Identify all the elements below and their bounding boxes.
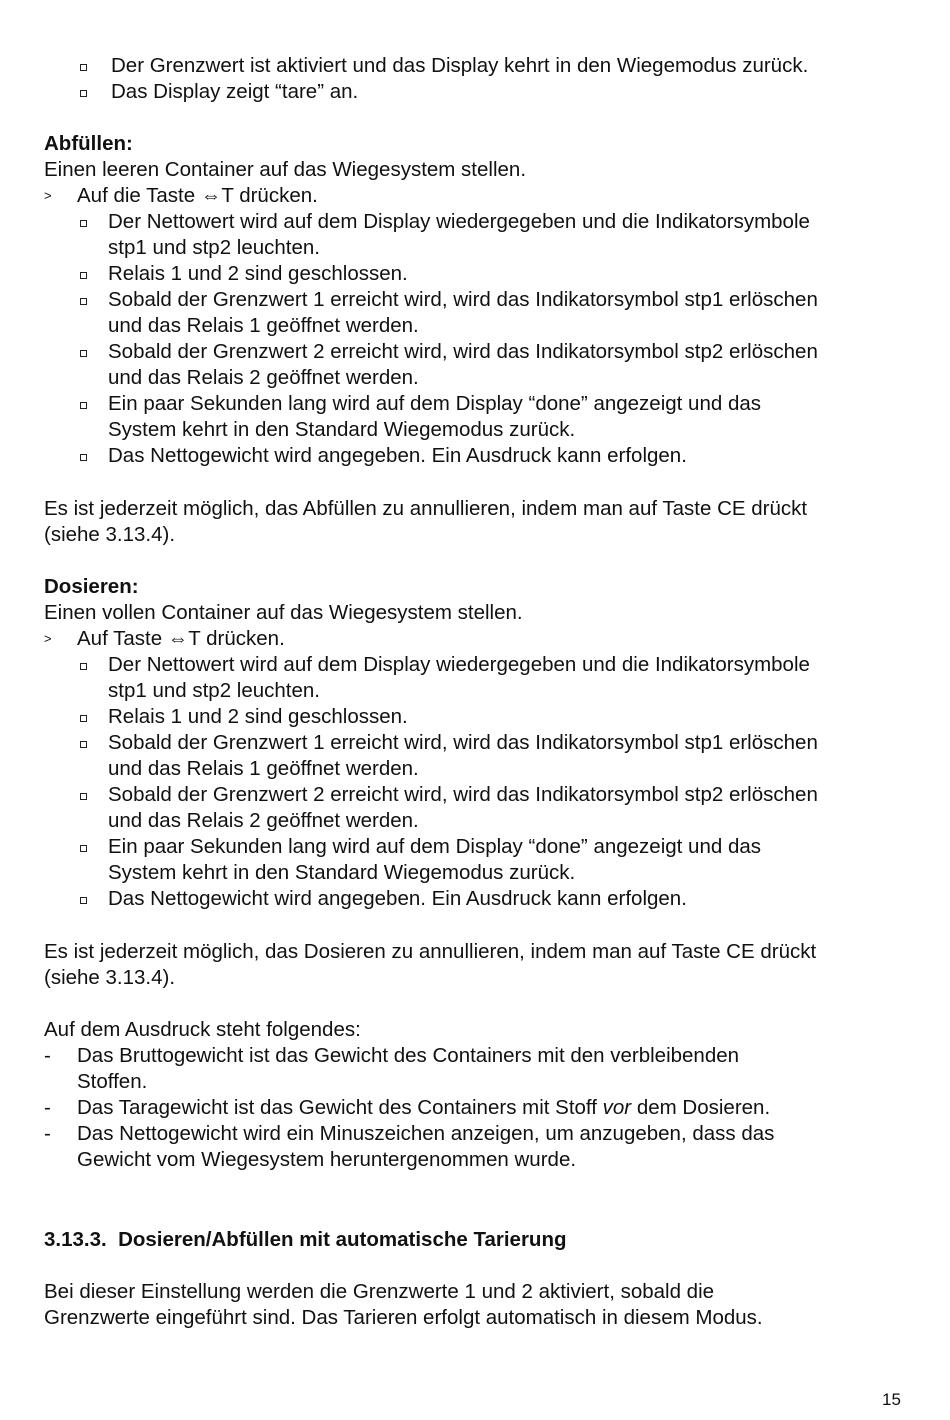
- paragraph: Einen vollen Container auf das Wiegesystem stellen.: [44, 601, 523, 624]
- square-bullet-icon: [80, 298, 87, 305]
- square-bullet-icon: [80, 454, 87, 461]
- section-heading-3-13-3: 3.13.3. Dosieren/Abfüllen mit automatische Tarierung: [44, 1228, 567, 1251]
- emphasis-text: vor: [602, 1096, 632, 1119]
- list-item: Das Nettogewicht wird ein Minuszeichen anzeigen, um anzugeben, dass das: [77, 1122, 775, 1145]
- list-item: Das Nettogewicht wird angegeben. Ein Ausdruck kann erfolgen.: [108, 444, 687, 467]
- list-item-continuation: System kehrt in den Standard Wiegemodus zurück.: [108, 418, 576, 441]
- list-item: Relais 1 und 2 sind geschlossen.: [108, 705, 408, 728]
- list-item: Das Nettogewicht wird angegeben. Ein Ausdruck kann erfolgen.: [108, 887, 687, 910]
- section-heading-dosieren: Dosieren:: [44, 575, 139, 598]
- list-item-continuation: und das Relais 1 geöffnet werden.: [108, 314, 419, 337]
- square-bullet-icon: [80, 350, 87, 357]
- square-bullet-icon: [80, 845, 87, 852]
- square-bullet-icon: [80, 741, 87, 748]
- paragraph: Es ist jederzeit möglich, das Dosieren zu annullieren, indem man auf Taste CE drückt: [44, 940, 817, 963]
- list-item: [77, 1095, 770, 1121]
- list-item: Das Bruttogewicht ist das Gewicht des Containers mit den verbleibenden: [77, 1044, 740, 1067]
- list-item-continuation: Gewicht vom Wiegesystem heruntergenommen wurde.: [77, 1148, 577, 1171]
- dash-bullet-icon: -: [44, 1096, 51, 1119]
- text-run: Das Taragewicht ist das Gewicht des Containers mit Stoff: [77, 1096, 603, 1119]
- list-item: Relais 1 und 2 sind geschlossen.: [108, 262, 408, 285]
- square-bullet-icon: [80, 220, 87, 227]
- dash-bullet-icon: -: [44, 1044, 51, 1067]
- list-item: Sobald der Grenzwert 1 erreicht wird, wird das Indikatorsymbol stp1 erlöschen: [108, 288, 818, 311]
- paragraph: Auf dem Ausdruck steht folgendes:: [44, 1018, 361, 1041]
- paragraph: (siehe 3.13.4).: [44, 966, 176, 989]
- text-run: dem Dosieren.: [631, 1096, 771, 1119]
- paragraph: Bei dieser Einstellung werden die Grenzwerte 1 und 2 aktiviert, sobald die: [44, 1280, 715, 1303]
- square-bullet-icon: [80, 715, 87, 722]
- dash-bullet-icon: -: [44, 1122, 51, 1145]
- paragraph: Es ist jederzeit möglich, das Abfüllen zu annullieren, indem man auf Taste CE drückt: [44, 497, 808, 520]
- list-item: Der Nettowert wird auf dem Display wiedergegeben und die Indikatorsymbole: [108, 210, 810, 233]
- list-item: Der Nettowert wird auf dem Display wiedergegeben und die Indikatorsymbole: [108, 653, 810, 676]
- paragraph: Grenzwerte eingeführt sind. Das Tarieren erfolgt automatisch in diesem Modus.: [44, 1306, 763, 1329]
- list-item-continuation: System kehrt in den Standard Wiegemodus zurück.: [108, 861, 576, 884]
- step-line: Auf Taste ⇔T drücken.: [77, 627, 285, 650]
- square-bullet-icon: [80, 90, 87, 97]
- arrow-bullet-icon: >: [44, 188, 52, 203]
- paragraph: (siehe 3.13.4).: [44, 523, 176, 546]
- page-number: 15: [882, 1390, 901, 1409]
- list-item: Der Grenzwert ist aktiviert und das Display kehrt in den Wiegemodus zurück.: [111, 54, 809, 77]
- list-item: Ein paar Sekunden lang wird auf dem Display “done” angezeigt und das: [108, 392, 761, 415]
- list-item: Das Display zeigt “tare” an.: [111, 80, 359, 103]
- list-item: Sobald der Grenzwert 1 erreicht wird, wird das Indikatorsymbol stp1 erlöschen: [108, 731, 818, 754]
- list-item: Sobald der Grenzwert 2 erreicht wird, wird das Indikatorsymbol stp2 erlöschen: [108, 783, 818, 806]
- list-item-continuation: und das Relais 1 geöffnet werden.: [108, 757, 419, 780]
- step-line: Auf die Taste ⇔T drücken.: [77, 184, 318, 207]
- list-item-continuation: und das Relais 2 geöffnet werden.: [108, 366, 419, 389]
- list-item-continuation: stp1 und stp2 leuchten.: [108, 679, 320, 702]
- list-item: Sobald der Grenzwert 2 erreicht wird, wird das Indikatorsymbol stp2 erlöschen: [108, 340, 818, 363]
- list-item-continuation: Stoffen.: [77, 1070, 148, 1093]
- square-bullet-icon: [80, 793, 87, 800]
- square-bullet-icon: [80, 663, 87, 670]
- paragraph: Einen leeren Container auf das Wiegesystem stellen.: [44, 158, 527, 181]
- arrow-bullet-icon: >: [44, 631, 52, 646]
- square-bullet-icon: [80, 64, 87, 71]
- square-bullet-icon: [80, 272, 87, 279]
- square-bullet-icon: [80, 402, 87, 409]
- square-bullet-icon: [80, 897, 87, 904]
- list-item: Ein paar Sekunden lang wird auf dem Display “done” angezeigt und das: [108, 835, 761, 858]
- section-heading-abfuellen: Abfüllen:: [44, 132, 133, 155]
- list-item-continuation: und das Relais 2 geöffnet werden.: [108, 809, 419, 832]
- list-item-continuation: stp1 und stp2 leuchten.: [108, 236, 320, 259]
